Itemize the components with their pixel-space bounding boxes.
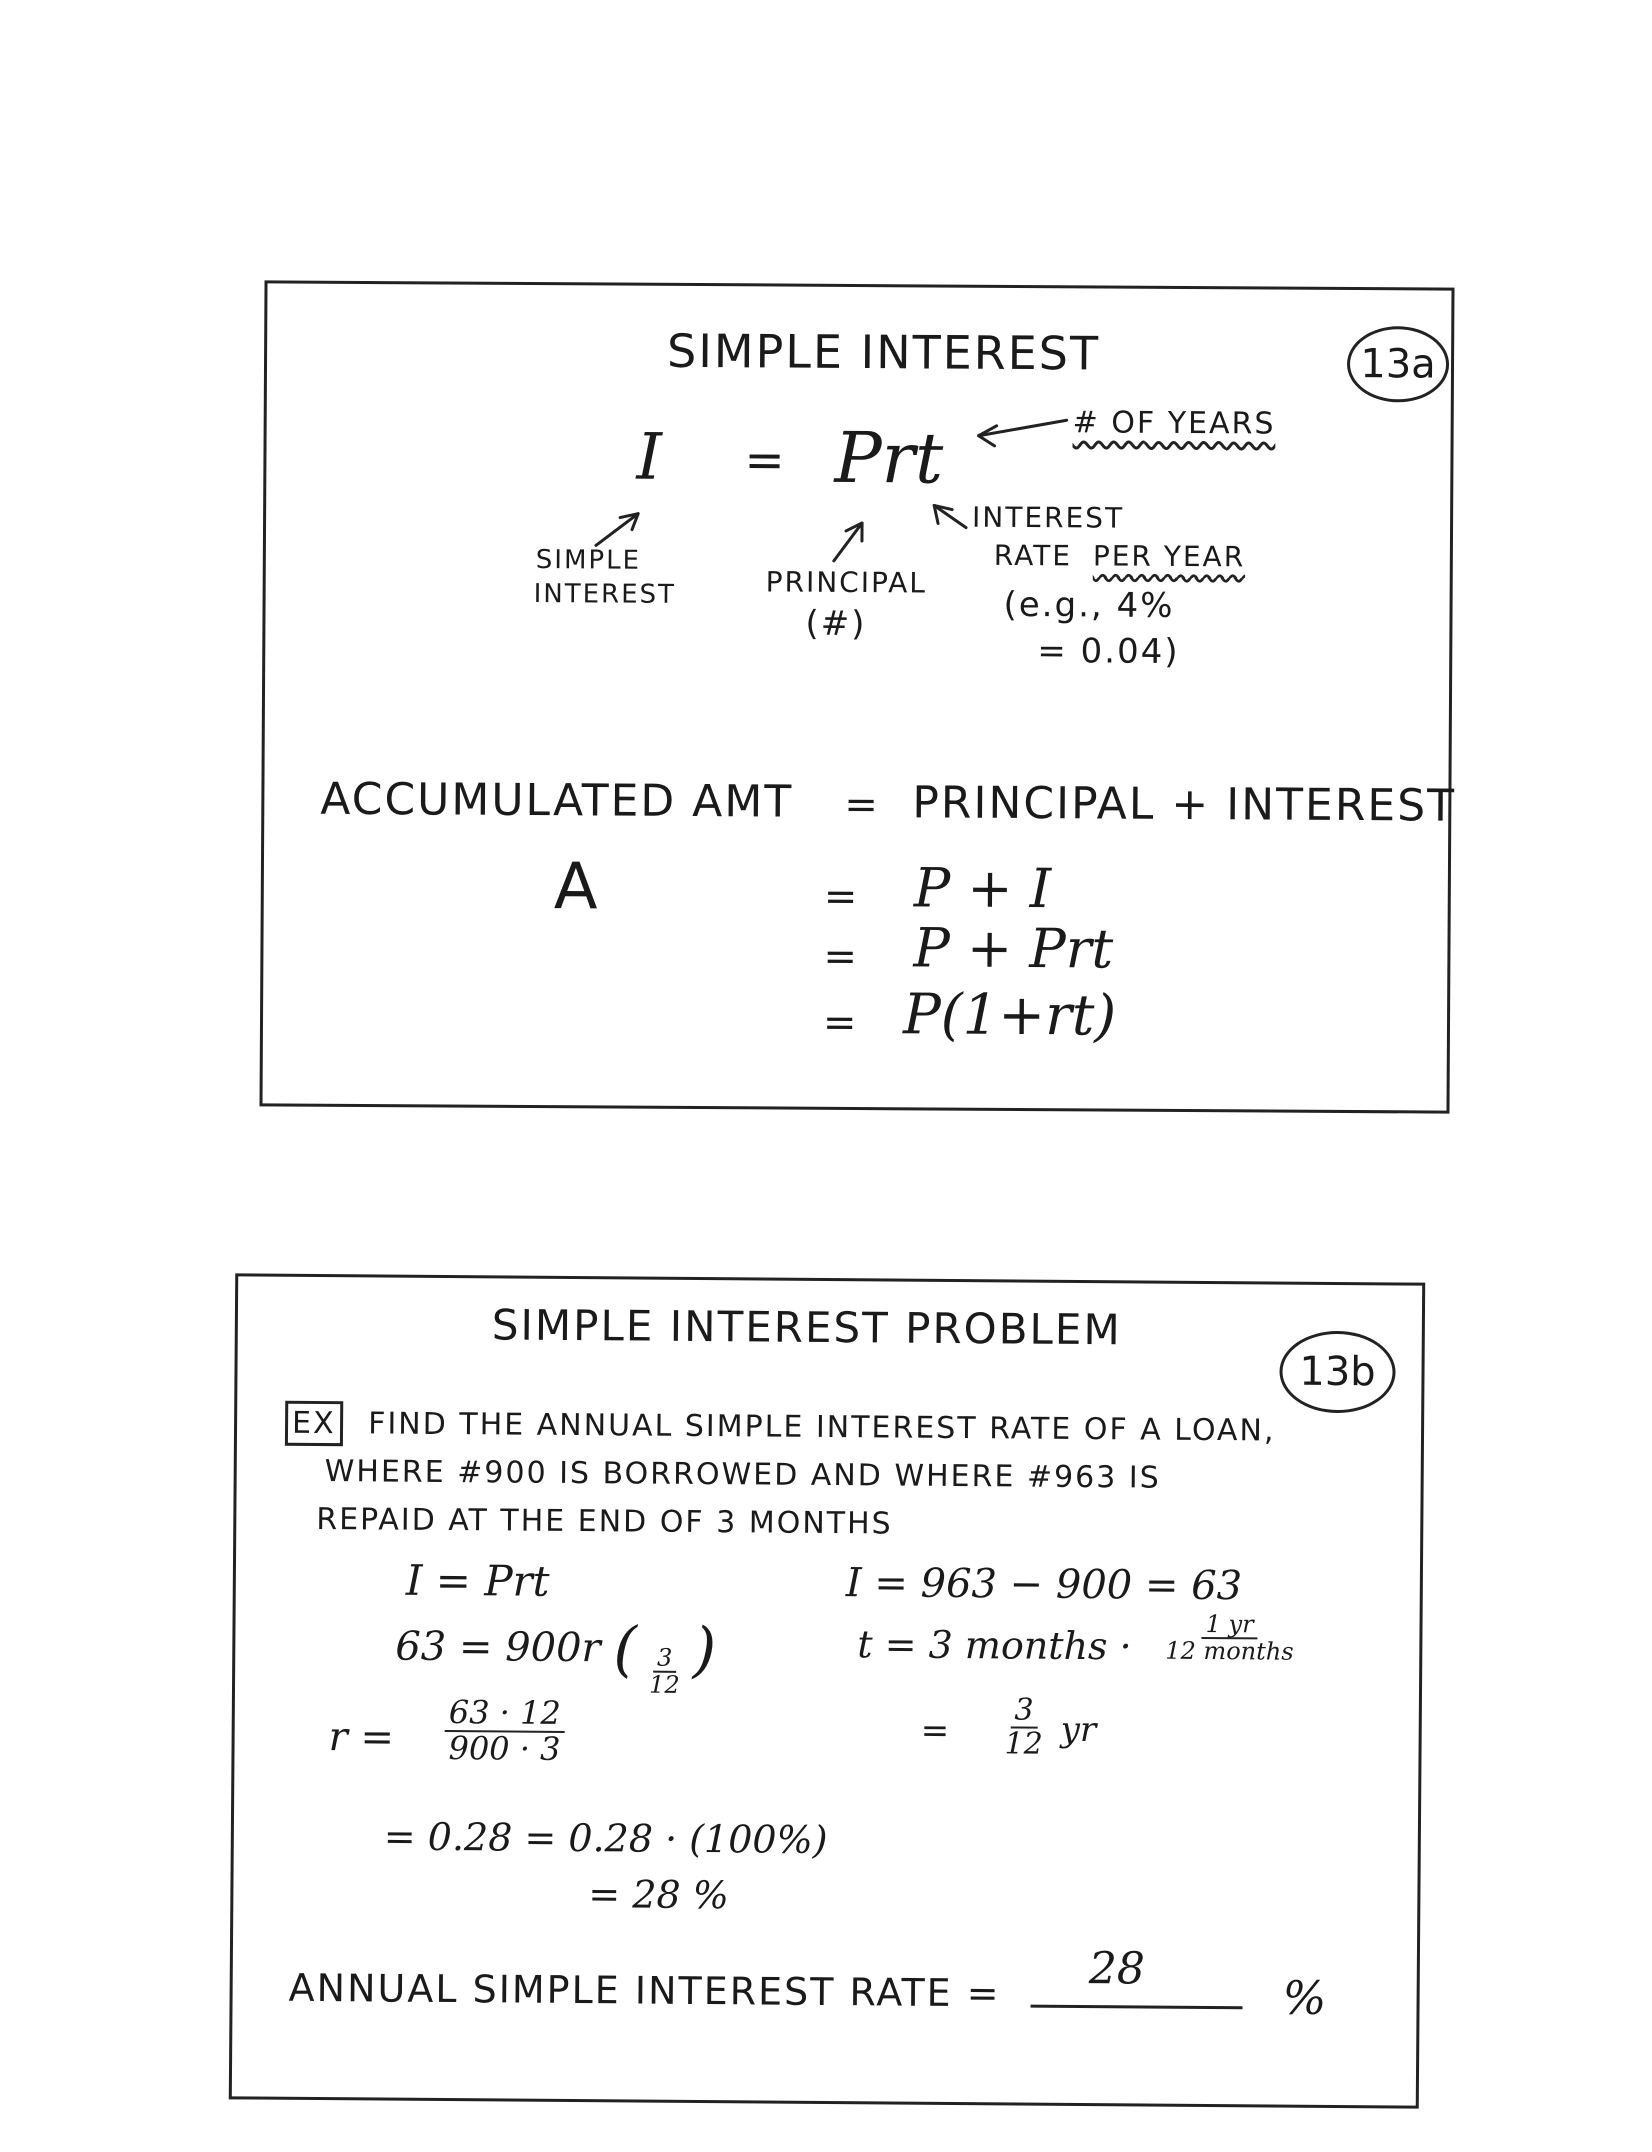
label-rate-2-text: RATE [993, 538, 1073, 573]
conv-den: 12 months [1165, 1636, 1294, 1666]
frac-3-12-num: 3 [653, 1646, 676, 1673]
yr-num: 3 [1010, 1694, 1037, 1728]
side-t-line: t = 3 months · [857, 1622, 1132, 1669]
problem-line-1 [285, 1405, 1276, 1449]
accum-step-3: P(1+rt) [902, 982, 1117, 1049]
work-line-1: I = Prt [405, 1555, 550, 1606]
conv-frac [1165, 1609, 1294, 1666]
frac-r-den: 900 · 3 [448, 1728, 561, 1768]
accum-step-2: P + Prt [913, 916, 1114, 981]
frac-3-12-den: 12 [649, 1670, 680, 1700]
accum-eq-1: = [823, 873, 858, 921]
answer-value: 28 [1088, 1943, 1146, 1995]
result-2: = 28 % [588, 1872, 730, 1918]
card-b-title: SIMPLE INTEREST PROBLEM [491, 1300, 1122, 1355]
label-principal-2: (#) [805, 603, 867, 645]
label-rate-eg-1: (e.g., 4% [1003, 584, 1175, 626]
formula-lhs: I [636, 420, 662, 495]
problem-line-2: WHERE #900 IS BORROWED AND WHERE #963 IS [324, 1454, 1161, 1496]
label-rate-1: INTEREST [971, 500, 1125, 535]
label-years-text: # OF YEARS [1072, 405, 1276, 442]
accum-lhs: ACCUMULATED AMT [320, 773, 794, 828]
accum-eq: = [844, 781, 878, 829]
yr-unit: yr [1060, 1709, 1097, 1751]
answer-label: ANNUAL SIMPLE INTEREST RATE = [288, 1965, 1001, 2016]
card-simple-interest [259, 280, 1457, 1113]
card-a-title: SIMPLE INTEREST [666, 323, 1101, 381]
label-simple-1: SIMPLE [535, 545, 642, 576]
frac-r-num: 63 · 12 [445, 1696, 565, 1733]
accum-eq-2: = [823, 933, 858, 981]
accum-rhs: PRINCIPAL + INTEREST [912, 777, 1457, 832]
label-rate-per-year: PER YEAR [1092, 539, 1246, 574]
work-line-2-lhs: 63 = 900r [395, 1623, 601, 1672]
formula-eq: = [744, 432, 785, 489]
r-label: r = [328, 1714, 395, 1761]
accum-sym: A [553, 850, 598, 925]
ex-tag: EX [285, 1401, 343, 1446]
result-1: = 0.28 = 0.28 · (100%) [383, 1814, 828, 1863]
card-simple-interest-problem [229, 1273, 1425, 2108]
problem-line-1-text: FIND THE ANNUAL SIMPLE INTEREST RATE OF A LOAN, [368, 1406, 1276, 1449]
conv-num: 1 yr [1202, 1612, 1258, 1640]
label-rate-eg-2: = 0.04) [1037, 631, 1180, 672]
problem-line-3: REPAID AT THE END OF 3 MONTHS [316, 1501, 893, 1542]
formula-rhs: Prt [834, 416, 944, 500]
work-line-2 [395, 1614, 717, 1700]
side-eq: = [920, 1710, 950, 1751]
label-simple-2: INTEREST [533, 579, 677, 610]
frac-3-12 [649, 1643, 680, 1700]
accum-step-1: P + I [913, 856, 1052, 921]
card-a-badge: 13a [1347, 326, 1449, 403]
label-principal-1: PRINCIPAL [765, 565, 928, 600]
paren-open: ( [613, 1614, 638, 1685]
yr-frac [1004, 1692, 1043, 1762]
paren-close: ) [692, 1614, 717, 1686]
card-a-arrows [262, 283, 1457, 1116]
answer-line [1031, 2005, 1243, 2010]
side-i-line: I = 963 − 900 = 63 [845, 1560, 1243, 1610]
frac-r [444, 1693, 564, 1768]
accum-eq-3: = [822, 999, 857, 1047]
yr-den: 12 [1004, 1725, 1043, 1762]
card-b-badge: 13b [1279, 1331, 1396, 1414]
answer-unit: % [1282, 1970, 1327, 2025]
